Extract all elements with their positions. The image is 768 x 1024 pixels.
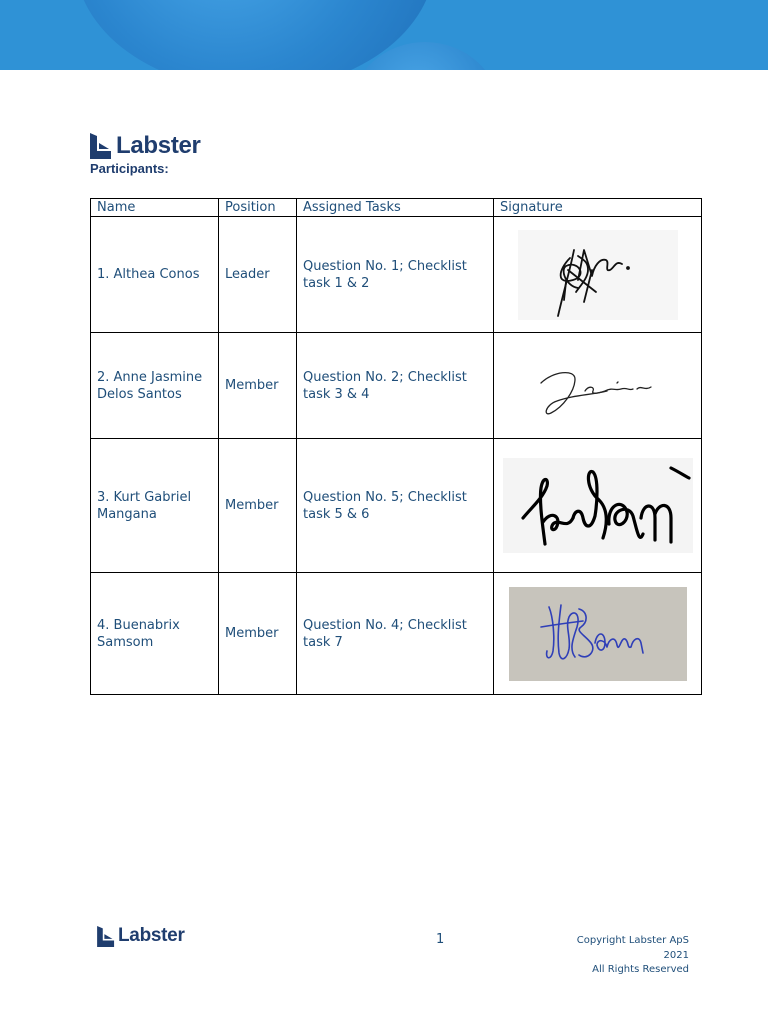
signature-image [503, 458, 693, 553]
page-number: 1 [436, 932, 445, 947]
copyright-line: Copyright Labster ApS [576, 935, 689, 946]
assigned-tasks: Question No. 5; Checklist task 5 & 6 [297, 439, 494, 573]
participant-position: Member [219, 439, 297, 573]
participant-name: 2. Anne Jasmine Delos Santos [91, 333, 219, 439]
logo-wordmark: Labster [116, 132, 201, 159]
header-banner [0, 0, 768, 70]
table-row [91, 573, 702, 695]
column-header-tasks: Assigned Tasks [297, 199, 494, 217]
signature-image [533, 351, 663, 421]
footer-labster-logo [97, 925, 185, 947]
rights-reserved: All Rights Reserved [592, 964, 689, 975]
assigned-tasks: Question No. 1; Checklist task 1 & 2 [297, 217, 494, 333]
assigned-tasks: Question No. 2; Checklist task 3 & 4 [297, 333, 494, 439]
participant-position: Leader [219, 217, 297, 333]
column-header-signature: Signature [494, 199, 702, 217]
assigned-tasks: Question No. 4; Checklist task 7 [297, 573, 494, 695]
table-row [91, 217, 702, 333]
participant-name: 4. Buenabrix Samsom [91, 573, 219, 695]
logo-wordmark: Labster [118, 925, 185, 946]
copyright-notice [577, 934, 689, 978]
table-row [91, 333, 702, 439]
signature-cell [494, 217, 702, 333]
section-title: Participants: [90, 161, 169, 176]
labster-logo-icon [97, 926, 115, 947]
table-row [91, 439, 702, 573]
signature-cell [494, 439, 702, 573]
participant-position: Member [219, 573, 297, 695]
column-header-name: Name [91, 199, 219, 217]
copyright-year: 2021 [663, 949, 689, 961]
signature-image [509, 587, 687, 681]
labster-logo [90, 133, 201, 159]
labster-logo-icon [90, 133, 112, 159]
participant-position: Member [219, 333, 297, 439]
participants-table [90, 198, 702, 695]
signature-image [518, 230, 678, 320]
participant-name: 3. Kurt Gabriel Mangana [91, 439, 219, 573]
participant-name: 1. Althea Conos [91, 217, 219, 333]
signature-cell [494, 573, 702, 695]
column-header-position: Position [219, 199, 297, 217]
signature-cell [494, 333, 702, 439]
table-header-row [91, 199, 702, 217]
